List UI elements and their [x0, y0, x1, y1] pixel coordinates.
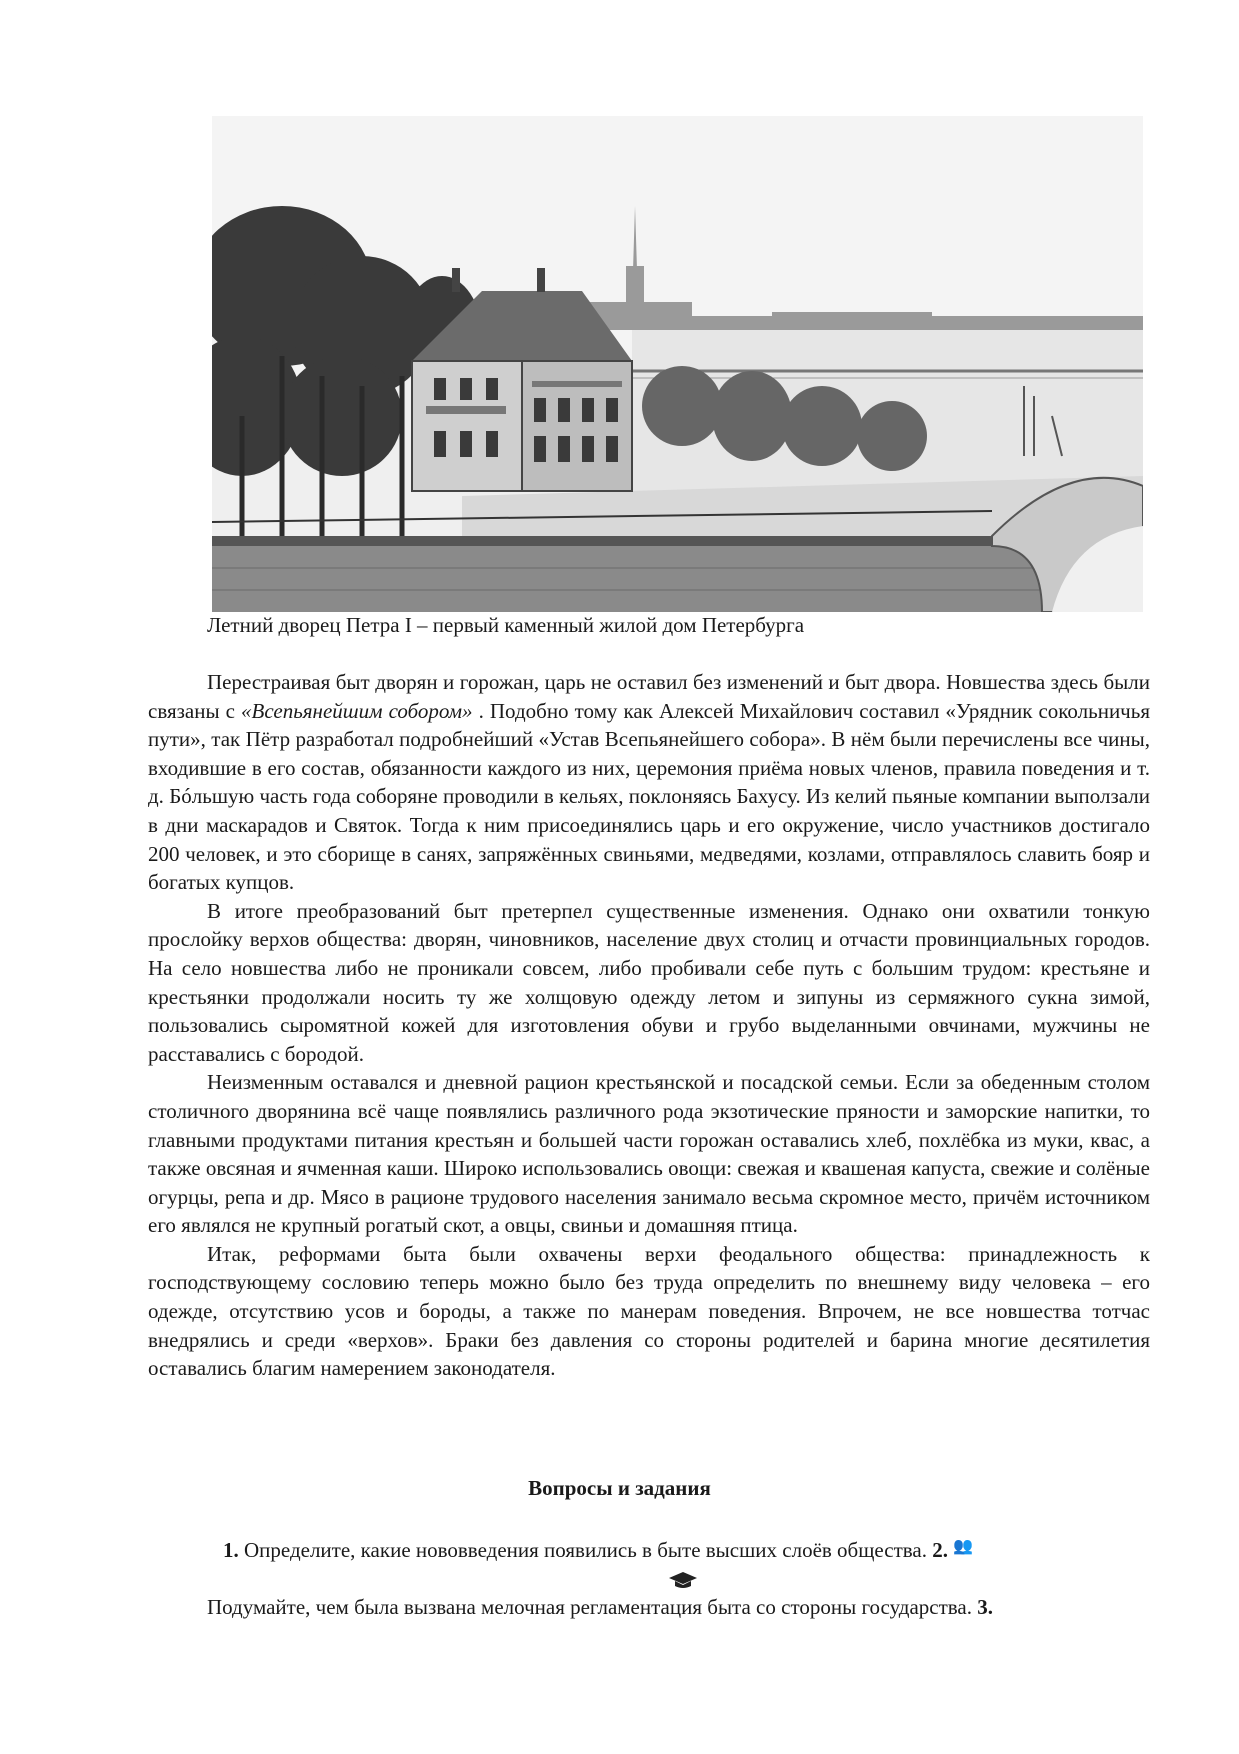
figure-caption: Летний дворец Петра I – первый каменный жилой дом Петербурга [207, 613, 805, 637]
question-2-number: 2. [932, 1538, 948, 1562]
question-3-number: 3. [977, 1595, 993, 1619]
body-text [148, 668, 1150, 1383]
summer-palace-illustration [212, 116, 1143, 612]
question-2 [207, 1592, 993, 1622]
paragraph-1-emphasis: «Всепьянейшим собором» [241, 698, 473, 723]
questions-heading: Вопросы и задания [528, 1476, 711, 1500]
paragraph-3: Неизменным оставался и дневной рацион крестьянской и посадской семьи. Если за обеденным столом столичного дворянина всё чаще появлялись различного рода экзотические пряности и заморские напитки, то главными продуктами питания крестьян и большей части горожан оставались хлеб, похлёбка из муки, квас, а также овсяная и ячменная каши. Широко использовались овощи: свежая и квашеная капуста, свежие и солёные огурцы, репа и др. Мясо в рационе трудового населения занимало весьма скромное место, причём источником его являлся не крупный рогатый скот, а овцы, свиньи и домашняя птица. [148, 1070, 1150, 1238]
question-1 [223, 1532, 973, 1565]
question-1-text: Определите, какие нововведения появились в быте высших слоёв общества. [244, 1538, 927, 1562]
graduation-cap-icon [668, 1571, 698, 1589]
paragraph-1 [148, 668, 1150, 897]
paragraph-1-part-2: . Подобно тому как Алексей Михайлович составил «Урядник сокольничья пути», так Пётр разработал подробнейший «Устав Всепьянейшего собора». В нём были перечислены все чины, входившие в его состав, обязанности каждого из них, церемония приёма новых членов, правила поведения и т. д. Бóльшую часть года соборяне проводили в кельях, поклоняясь Бахусу. Из келий пьяные компании выползали в дни маскарадов и Святок. Тогда к ним присоединялись царь и его окружение, число участников достигало 200 человек, и это сборище в санях, запряжённых свиньями, медведями, козлами, отправлялось славить бояр и богатых купцов. [148, 698, 1150, 895]
question-1-number: 1. [223, 1538, 239, 1562]
paragraph-4: Итак, реформами быта были охвачены верхи феодального общества: принадлежность к господствующему сословию теперь можно было без труда определить по внешнему виду человека – его одежде, отсутствию усов и бороды, а также по манерам поведения. Впрочем, не все новшества тотчас внедрялись и среди «верхов». Браки без давления со стороны родителей и барина многие десятилетия оставались благим намерением законодателя. [148, 1241, 1150, 1381]
paragraph-1-part-1: Перестраивая быт дворян и горожан, царь не оставил без изменений и быт двора. Новшества здесь были связаны с [148, 670, 1150, 723]
paragraph-2: В итоге преобразований быт претерпел существенные изменения. Однако они охватили тонкую прослойку верхов общества: дворян, чиновников, население двух столиц и отчасти провинциальных городов. На село новшества либо не проникали совсем, либо пробивали себе путь с большим трудом: крестьяне и крестьянки продолжали носить ту же холщовую одежду летом и зипуны из сермяжного сукна зимой, пользовались сыромятной кожей для изготовления обуви и грубо выделанными овчинами, мужчины не расставались с бородой. [148, 898, 1150, 1066]
people-icon: 👥 [953, 1538, 974, 1555]
question-2-text: Подумайте, чем была вызвана мелочная регламентация быта со стороны государства. [207, 1595, 972, 1619]
